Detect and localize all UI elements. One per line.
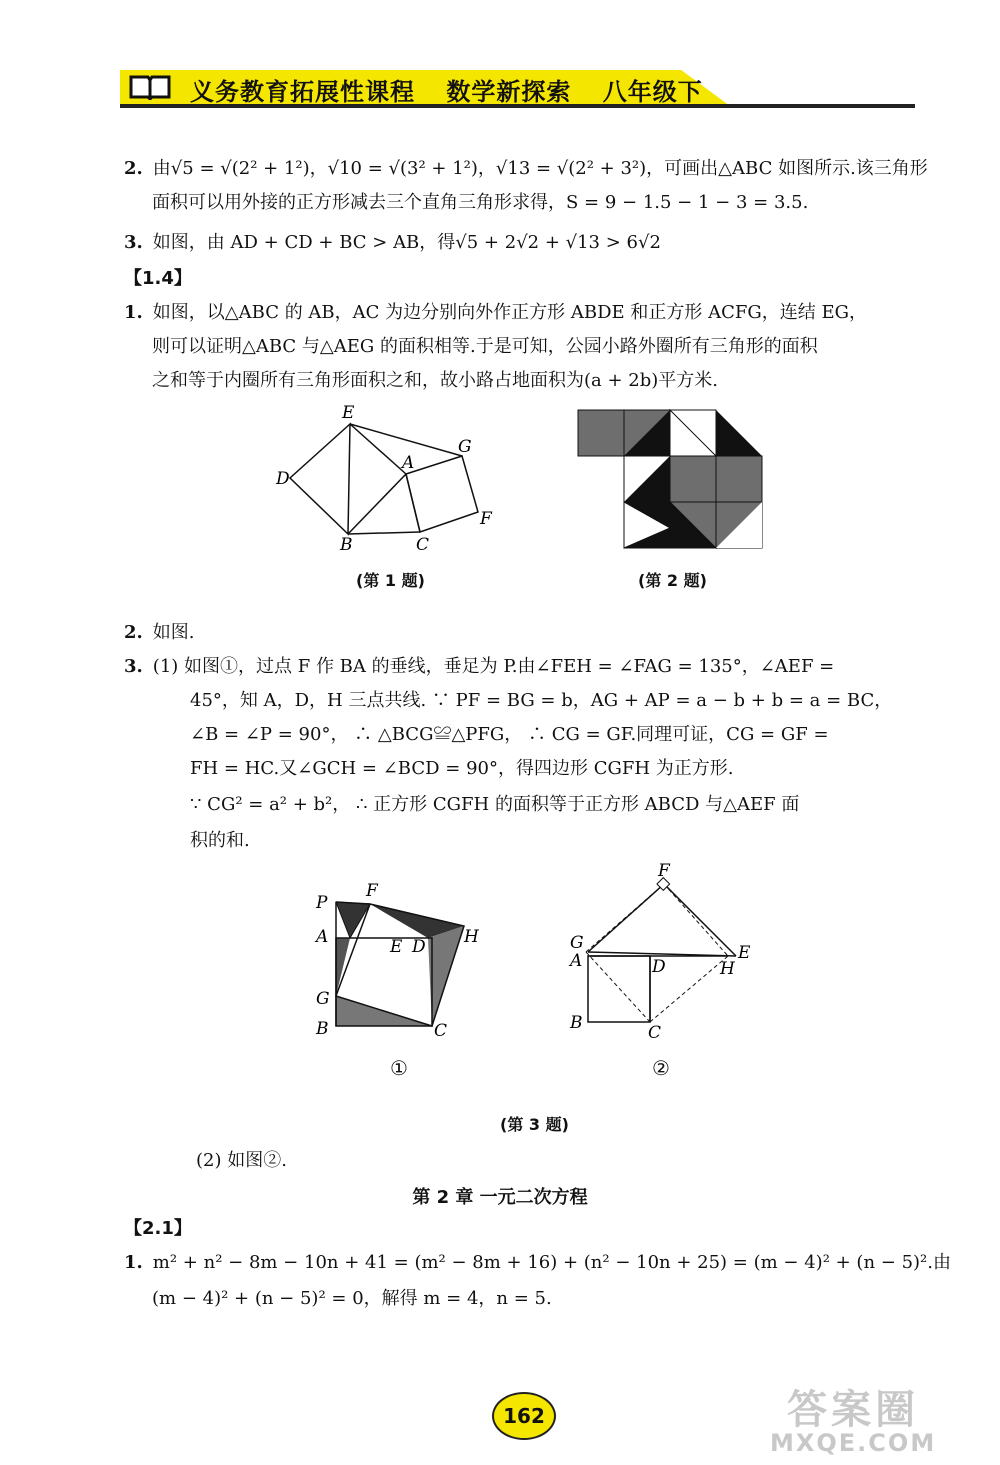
label-F: F (366, 881, 378, 901)
label-H: H (720, 959, 735, 979)
text-line: FH = HC.又∠GCH = ∠BCD = 90°，得四边形 CGFH 为正方形. (190, 758, 734, 779)
label-C: C (434, 1021, 448, 1041)
watermark-bottom: MXQE.COM (770, 1429, 937, 1457)
label-B: B (570, 1013, 583, 1033)
label-D: D (652, 957, 666, 977)
label-D: D (412, 937, 426, 957)
chapter-heading: 第 2 章 一元二次方程 (412, 1187, 588, 1208)
header-title (190, 72, 725, 107)
label-H: H (464, 927, 479, 947)
caption-fig2: (第 2 题) (638, 571, 707, 590)
label-B: B (316, 1019, 329, 1039)
caption-sub1: ① (390, 1056, 408, 1080)
section-heading: 【2.1】 (124, 1218, 192, 1239)
header-subject: 数学新探索 (446, 78, 572, 106)
text-line: (m − 4)² + (n − 5)² = 0，解得 m = 4，n = 5. (152, 1288, 552, 1309)
figure-2 (576, 408, 766, 550)
text-line: 2. 如图. (124, 622, 195, 643)
caption-fig3: (第 3 题) (500, 1115, 569, 1134)
label-F: F (480, 509, 492, 529)
section-heading: 【1.4】 (124, 268, 192, 289)
label-C: C (416, 535, 430, 555)
watermark-top: 答案圈 (787, 1387, 920, 1433)
page-header (120, 70, 915, 110)
caption-sub2: ② (652, 1056, 670, 1080)
text-line: 之和等于内圈所有三角形面积之和，故小路占地面积为(a + 2b)平方米. (152, 370, 718, 391)
book-icon (128, 74, 172, 100)
text-line: ∠B = ∠P = 90°， ∴ △BCG≌△PFG， ∴ CG = GF.同理可证，CG = GF = (190, 724, 829, 745)
label-E: E (390, 937, 403, 957)
label-A: A (316, 927, 329, 947)
label-F: F (658, 861, 670, 881)
label-P: P (316, 893, 328, 913)
label-A: A (570, 951, 583, 971)
text-line: 1. 如图，以△ABC 的 AB，AC 为边分别向外作正方形 ABDE 和正方形 ACFG，连结 EG， (124, 302, 867, 323)
text-line: 则可以证明△ABC 与△AEG 的面积相等.于是可知，公园小路外圈所有三角形的面积 (152, 336, 818, 357)
header-grade: 八年级下 (602, 78, 703, 106)
figure-1 (270, 398, 510, 558)
label-B: B (340, 535, 353, 555)
watermark (770, 1378, 936, 1457)
figure-3a (312, 876, 492, 1046)
label-D: D (276, 469, 290, 489)
label-E: E (738, 943, 751, 963)
text-line: 3. 如图，由 AD + CD + BC > AB，得√5 + 2√2 + √13 > 6√2 (124, 232, 661, 253)
text-line: ∵ CG² = a² + b²， ∴ 正方形 CGFH 的面积等于正方形 ABCD 与△AEF 面 (190, 794, 800, 815)
text-line: 3. (1) 如图①，过点 F 作 BA 的垂线，垂足为 P.由∠FEH = ∠FAG = 135°，∠AEF = (124, 656, 835, 677)
figure-3b (566, 860, 766, 1040)
page-number: 162 (492, 1392, 556, 1440)
text-line: 1. m² + n² − 8m − 10n + 41 = (m² − 8m + 16) + (n² − 10n + 25) = (m − 4)² + (n − 5)².由 (124, 1252, 951, 1273)
text-line: 积的和. (190, 830, 250, 851)
caption-fig1: (第 1 题) (356, 571, 425, 590)
header-series: 义务教育拓展性课程 (190, 78, 415, 106)
label-A: A (402, 453, 415, 473)
label-G: G (458, 437, 472, 457)
label-E: E (342, 403, 355, 423)
label-C: C (648, 1023, 662, 1040)
text-line: 2. 由√5 = √(2² + 1²)，√10 = √(3² + 1²)，√13 = √(2² + 3²)，可画出△ABC 如图所示.该三角形 (124, 158, 928, 179)
text-line: 45°，知 A，D，H 三点共线. ∵ PF = BG = b，AG + AP = a − b + b = a = BC， (190, 690, 893, 711)
label-G: G (316, 989, 330, 1009)
text-line: (2) 如图②. (196, 1150, 287, 1171)
text-line: 面积可以用外接的正方形减去三个直角三角形求得，S = 9 − 1.5 − 1 − 3 = 3.5. (152, 192, 809, 213)
label-G: G (570, 933, 584, 953)
